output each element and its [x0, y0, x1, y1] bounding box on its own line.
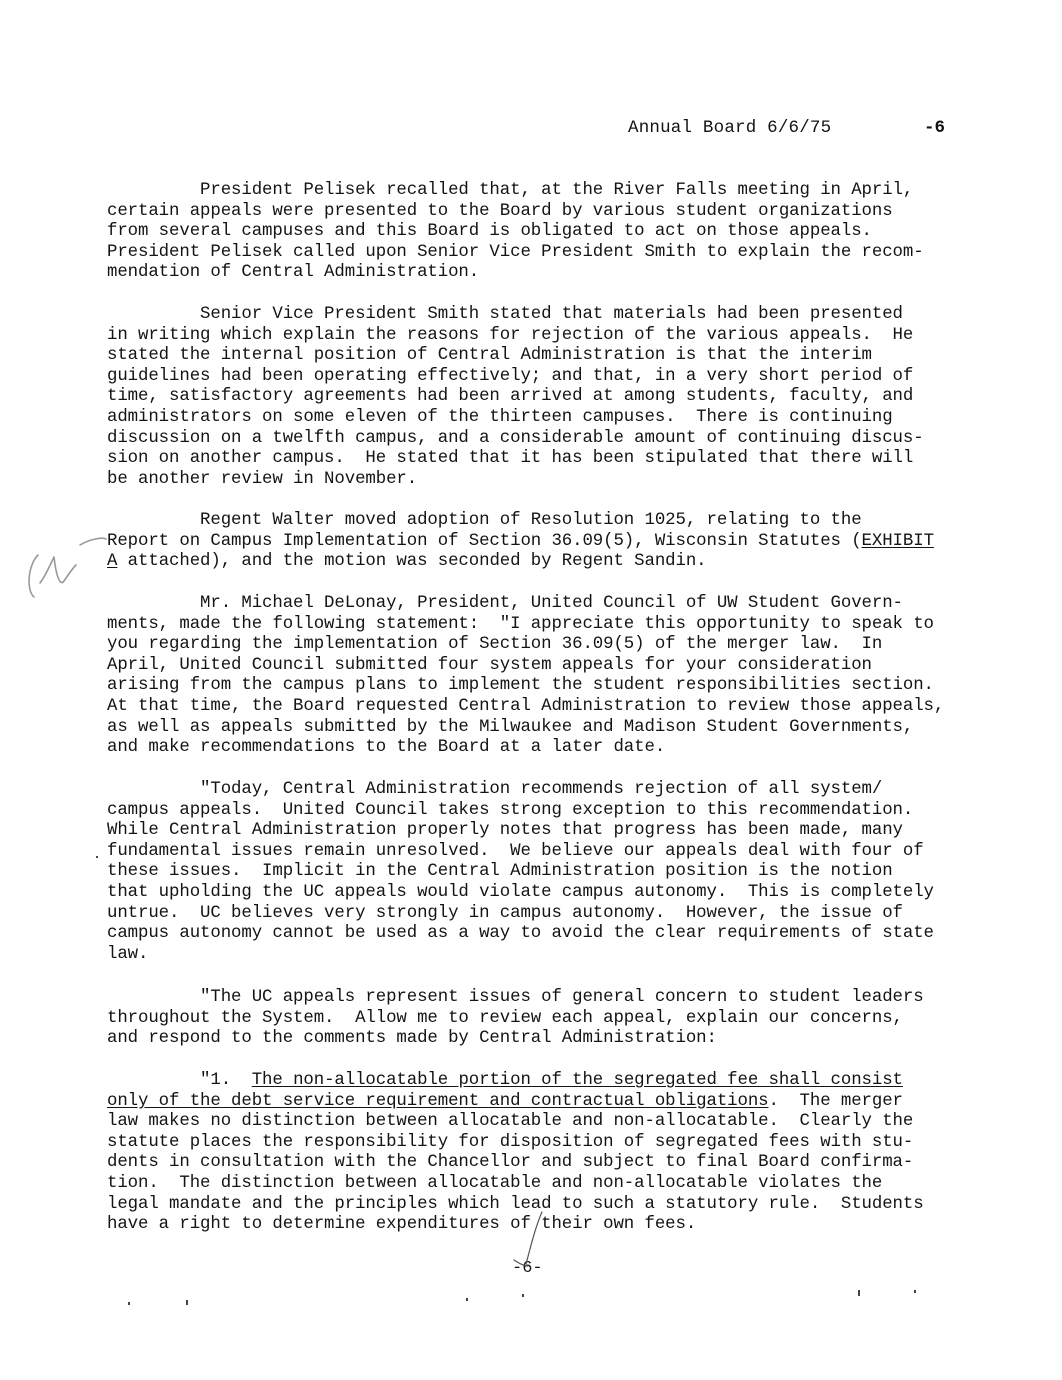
header-page-marker: -6 — [924, 118, 946, 138]
text-line: discussion on a twelfth campus, and a considerable amount of continuing discus- — [107, 428, 924, 448]
text-line: Senior Vice President Smith stated that materials had been presented — [107, 305, 903, 324]
exhibit-reference: EXHIBIT — [861, 531, 934, 551]
text-line: Regent Walter moved adoption of Resolution 1025, relating to the — [107, 511, 862, 530]
text-line: in writing which explain the reasons for rejection of the various appeals. He — [107, 325, 914, 345]
text-line: be another review in November. — [107, 469, 418, 489]
text-line: throughout the System. Allow me to review each appeal, explain our concerns, — [107, 1008, 903, 1028]
text-line: At that time, the Board requested Central Administration to review those appeals, — [107, 696, 945, 716]
scan-speck — [96, 856, 98, 858]
text-line: guidelines had been operating effectively; and that, in a very short period of — [107, 366, 914, 386]
text-line: law makes no distinction between allocatable and non-allocatable. Clearly the — [107, 1112, 914, 1132]
paragraph-uc-appeals-intro — [107, 988, 947, 1050]
text-segment: attached), and the motion was seconded by Regent Sandin. — [117, 552, 707, 572]
scan-speck — [128, 1302, 130, 1305]
text-segment: . The merger — [768, 1091, 903, 1111]
scan-speck — [186, 1300, 188, 1305]
footer-page-number: -6- — [512, 1259, 543, 1278]
text-segment: "1. — [107, 1071, 252, 1090]
text-line: certain appeals were presented to the Board by various student organizations — [107, 201, 893, 221]
text-line: While Central Administration properly notes that progress has been made, many — [107, 821, 903, 841]
scan-speck — [522, 1294, 524, 1297]
pen-mark — [512, 1210, 552, 1270]
text-segment: Report on Campus Implementation of Section 36.09(5), Wisconsin Statutes ( — [107, 531, 862, 551]
text-line: President Pelisek recalled that, at the River Falls meeting in April, — [107, 181, 914, 200]
text-line: campus appeals. United Council takes strong exception to this recommendation. — [107, 800, 914, 820]
text-line: April, United Council submitted four system appeals for your consideration — [107, 655, 872, 675]
text-line: from several campuses and this Board is obligated to act on those appeals. — [107, 222, 872, 242]
exhibit-reference-letter: A — [107, 552, 118, 572]
text-line: mendation of Central Administration. — [107, 263, 480, 283]
text-line: that upholding the UC appeals would violate campus autonomy. This is completely — [107, 882, 934, 902]
text-line: campus autonomy cannot be used as a way to avoid the clear requirements of state — [107, 924, 934, 944]
text-line: time, satisfactory agreements had been arrived at among students, faculty, and — [107, 387, 914, 407]
text-line — [107, 1092, 947, 1113]
text-line: dents in consultation with the Chancellor and subject to final Board confirma- — [107, 1153, 914, 1173]
text-line — [107, 532, 947, 553]
text-line: stated the internal position of Central Administration is that the interim — [107, 346, 872, 366]
text-line: ments, made the following statement: "I appreciate this opportunity to speak to — [107, 614, 934, 634]
text-line: you regarding the implementation of Section 36.09(5) of the merger law. In — [107, 635, 883, 655]
text-line: statute places the responsibility for disposition of segregated fees with stu- — [107, 1132, 914, 1152]
paragraph-walter-motion — [107, 511, 947, 573]
handwritten-margin-mark — [20, 535, 110, 625]
text-line: legal mandate and the principles which lead to such a statutory rule. Students — [107, 1194, 924, 1214]
scan-speck — [858, 1290, 860, 1296]
text-line — [107, 552, 947, 573]
appeal-heading: only of the debt service requirement and contractual obligations — [107, 1091, 769, 1111]
text-line: Mr. Michael DeLonay, President, United Council of UW Student Govern- — [107, 594, 903, 613]
appeal-heading: The non-allocatable portion of the segregated fee shall consist — [251, 1071, 903, 1090]
text-line: as well as appeals submitted by the Milwaukee and Madison Student Governments, — [107, 717, 914, 737]
scan-speck — [914, 1290, 916, 1293]
text-line: tion. The distinction between allocatable and non-allocatable violates the — [107, 1173, 883, 1193]
header-reference: Annual Board 6/6/75 — [628, 118, 832, 138]
paragraph-delonay-statement — [107, 594, 947, 759]
text-line: have a right to determine expenditures of their own fees. — [107, 1215, 697, 1235]
text-line — [107, 1071, 947, 1092]
text-line: arising from the campus plans to implement the student responsibilities section. — [107, 676, 934, 696]
paragraph-smith-statement — [107, 305, 947, 490]
text-line: and make recommendations to the Board at a later date. — [107, 738, 666, 758]
text-line: President Pelisek called upon Senior Vice President Smith to explain the recom- — [107, 242, 924, 262]
paragraph-rejection-exception — [107, 780, 947, 965]
text-line: sion on another campus. He stated that it has been stipulated that there will — [107, 449, 914, 469]
text-line: untrue. UC believes very strongly in campus autonomy. However, the issue of — [107, 903, 903, 923]
text-line: fundamental issues remain unresolved. We believe our appeals deal with four of — [107, 841, 924, 861]
text-line: these issues. Implicit in the Central Administration position is the notion — [107, 862, 893, 882]
text-line: "Today, Central Administration recommends rejection of all system/ — [107, 780, 883, 799]
text-line: and respond to the comments made by Central Administration: — [107, 1029, 717, 1049]
paragraph-pelisek-recall — [107, 181, 947, 284]
text-line: "The UC appeals represent issues of general concern to student leaders — [107, 988, 924, 1007]
scan-speck — [466, 1298, 468, 1301]
text-line: law. — [107, 944, 149, 964]
text-line: administrators on some eleven of the thirteen campuses. There is continuing — [107, 407, 893, 427]
